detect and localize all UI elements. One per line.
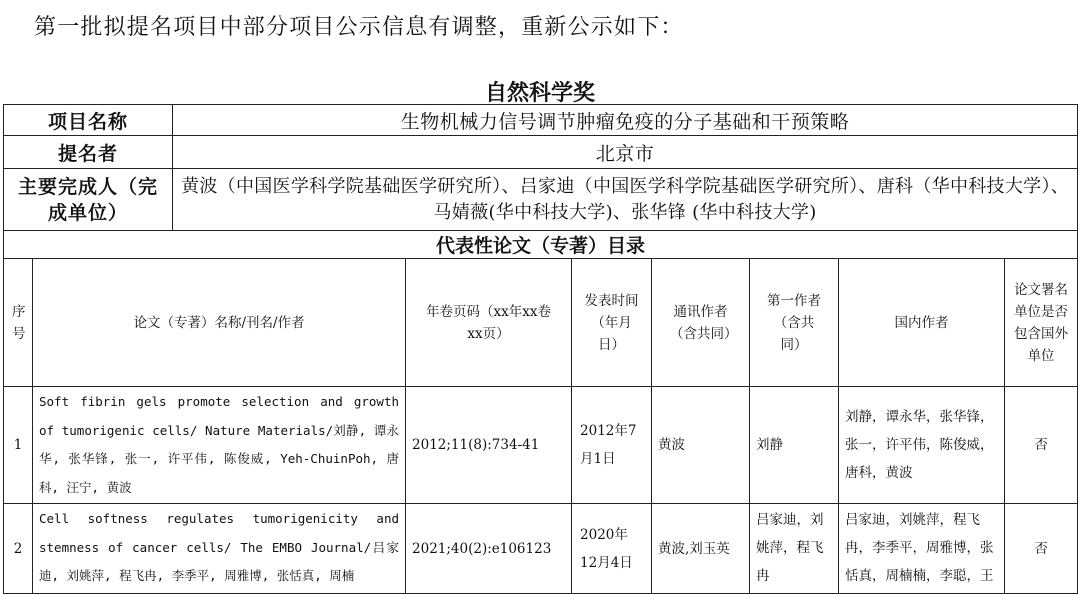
table-row <box>4 504 1078 594</box>
project-info-table <box>3 104 1078 594</box>
nominator-row <box>4 136 1078 169</box>
members-row <box>4 169 1078 231</box>
paper-date: 2012年7月1日 <box>572 387 652 504</box>
header-domestic: 国内作者 <box>839 259 1005 387</box>
table-row <box>4 387 1078 504</box>
papers-header-row <box>4 259 1078 387</box>
project-name-row <box>4 105 1078 136</box>
header-seq: 序号 <box>4 259 33 387</box>
header-date: 发表时间（年月日） <box>572 259 652 387</box>
header-corresponding: 通讯作者（含共同） <box>652 259 750 387</box>
paper-title: Soft fibrin gels promote selection and growth of tumorigenic cells/ Nature Materials/刘静, 谭永华, 张华锋, 张一, 许平伟, 陈俊威, Yeh-ChuinPoh, 唐科, 汪宁, 黄波 <box>33 387 406 504</box>
header-first-author: 第一作者（含共同） <box>750 259 839 387</box>
members-label: 主要完成人（完成单位） <box>4 169 173 231</box>
paper-first-author: 吕家迪，刘姚萍，程飞冉 <box>750 504 839 594</box>
paper-corresponding: 黄波,刘玉英 <box>652 504 750 594</box>
paper-foreign-unit: 否 <box>1005 387 1078 504</box>
paper-volume: 2021;40(2):e106123 <box>406 504 572 594</box>
intro-text: 第一批拟提名项目中部分项目公示信息有调整，重新公示如下： <box>34 15 684 40</box>
paper-foreign-unit: 否 <box>1005 504 1078 594</box>
header-title: 论文（专著）名称/刊名/作者 <box>33 259 406 387</box>
paper-seq: 1 <box>4 387 33 504</box>
paper-volume: 2012;11(8):734-41 <box>406 387 572 504</box>
paper-corresponding: 黄波 <box>652 387 750 504</box>
project-name-label: 项目名称 <box>4 105 173 136</box>
project-name-value: 生物机械力信号调节肿瘤免疫的分子基础和干预策略 <box>173 105 1078 136</box>
header-volume: 年卷页码（xx年xx卷xx页） <box>406 259 572 387</box>
paper-date: 2020年12月4日 <box>572 504 652 594</box>
award-title: 自然科学奖 <box>484 81 595 106</box>
paper-domestic: 刘静，谭永华，张华锋，张一，许平伟，陈俊威，唐科，黄波 <box>839 387 1005 504</box>
paper-seq: 2 <box>4 504 33 594</box>
paper-title: Cell softness regulates tumorigenicity and stemness of cancer cells/ The EMBO Journal/吕家迪, 刘姚萍, 程飞冉, 李季平, 周雅博, 张恬真, 周楠 <box>33 504 406 594</box>
nominator-label: 提名者 <box>4 136 173 169</box>
nominator-value: 北京市 <box>173 136 1078 169</box>
members-value: 黄波（中国医学科学院基础医学研究所）、吕家迪（中国医学科学院基础医学研究所）、唐科（华中科技大学）、马婧薇(华中科技大学)、张华锋 (华中科技大学) <box>173 169 1078 231</box>
header-foreign-unit: 论文署名单位是否包含国外单位 <box>1005 259 1078 387</box>
paper-first-author: 刘静 <box>750 387 839 504</box>
paper-domestic: 吕家迪，刘姚萍，程飞冉，李季平，周雅博，张恬真，周楠楠，李聪，王 <box>839 504 1005 594</box>
papers-section-title: 代表性论文（专著）目录 <box>4 231 1078 259</box>
papers-section-row <box>4 231 1078 259</box>
